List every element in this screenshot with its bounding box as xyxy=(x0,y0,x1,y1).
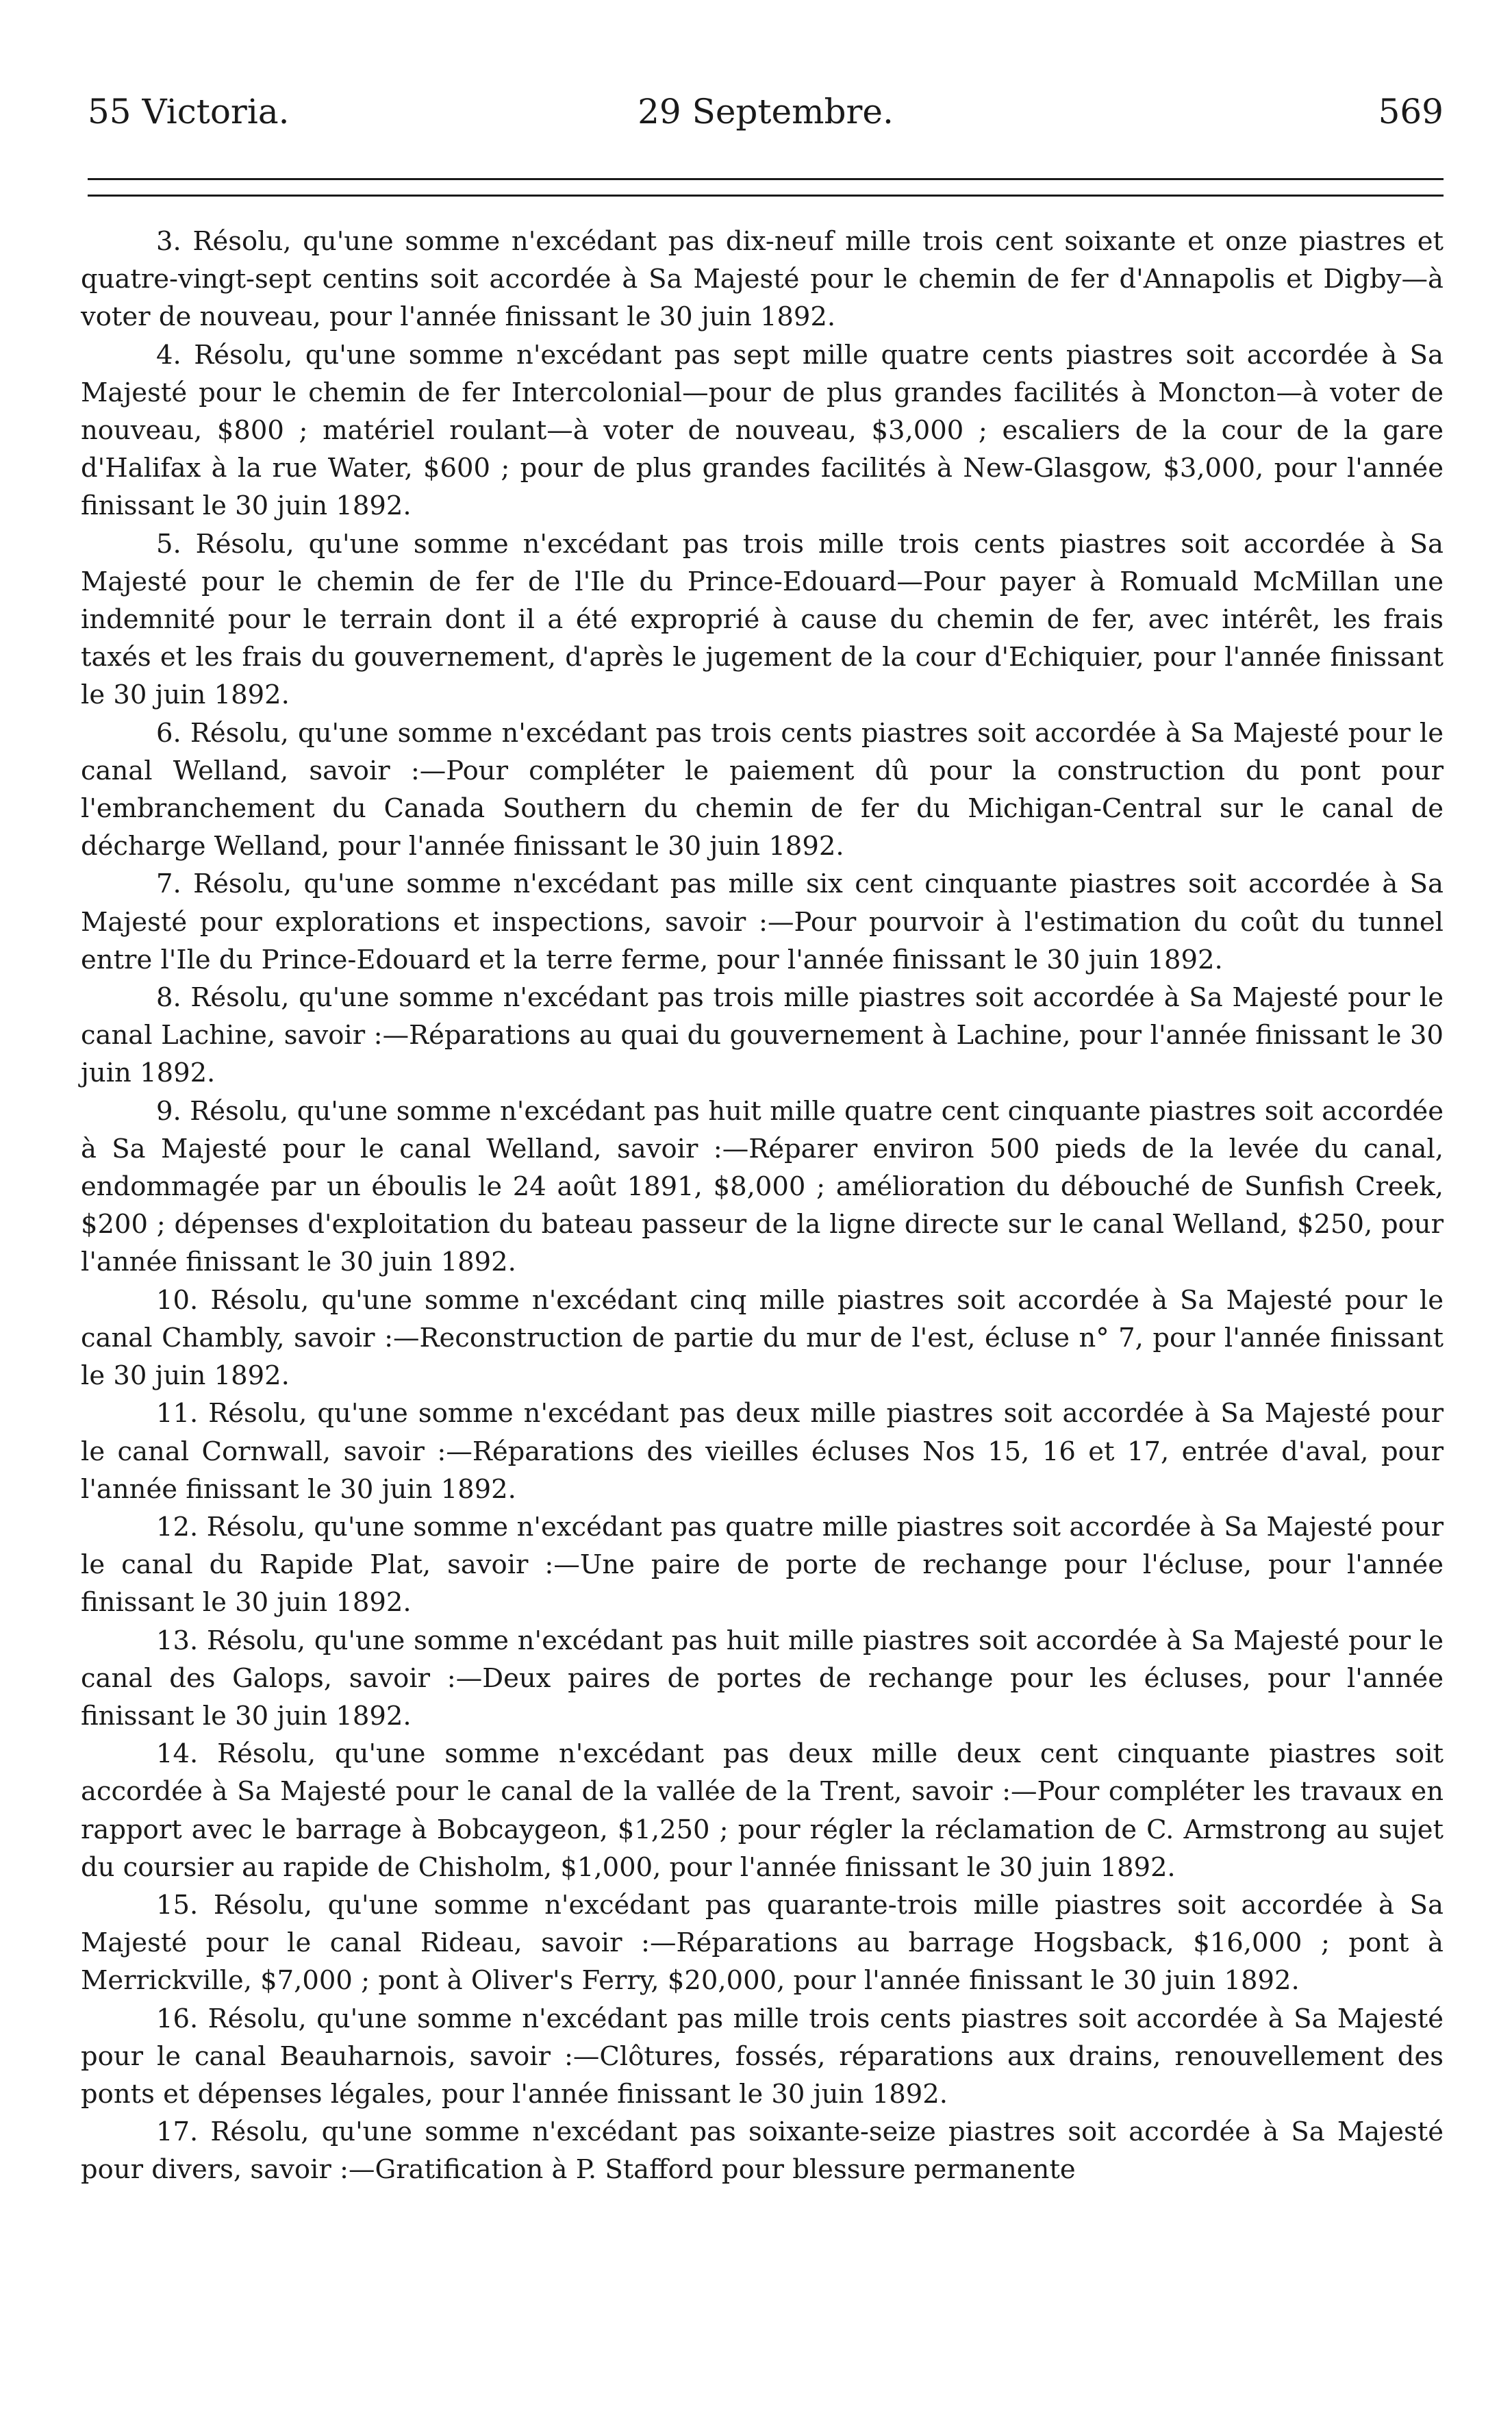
header-regnal-year: 55 Victoria. xyxy=(88,92,290,132)
resolution-3: 3. Résolu, qu'une somme n'excédant pas dix-neuf mille trois cent soixante et onze piastres et quatre-vingt-sept centins soit accordée à Sa Majesté pour le chemin de fer d'Annapolis et Digby—à voter de nouveau, pour l'année finissant le 30 juin 1892. xyxy=(81,226,1444,333)
resolution-6: 6. Résolu, qu'une somme n'excédant pas trois cents piastres soit accordée à Sa Majesté pour le canal Welland, savoir :—Pour compléter le paiement dû pour la construction du pont pour l'embranchement du Canada Southern du chemin de fer du Michigan-Central sur le canal de décharge Welland, pour l'année finissant le 30 juin 1892. xyxy=(81,717,1444,862)
resolution-15: 15. Résolu, qu'une somme n'excédant pas quarante-trois mille piastres soit accordée à Sa Majesté pour le canal Rideau, savoir :—Réparations au barrage Hogsback, $16,000 ; pont à Merrickville, $7,000 ; pont à Oliver's Ferry, $20,000, pour l'année finissant le 30 juin 1892. xyxy=(81,1889,1444,1997)
resolution-13: 13. Résolu, qu'une somme n'excédant pas huit mille piastres soit accordée à Sa Majesté pour le canal des Galops, savoir :—Deux paires de portes de rechange pour les écluses, pour l'année finissant le 30 juin 1892. xyxy=(81,1625,1444,1732)
resolution-14: 14. Résolu, qu'une somme n'excédant pas deux mille deux cent cinquante piastres soit accordée à Sa Majesté pour le canal de la vallée de la Trent, savoir :—Pour compléter les travaux en rapport avec le barrage à Bobcaygeon, $1,250 ; pour régler la réclamation de C. Armstrong au sujet du coursier au rapide de Chisholm, $1,000, pour l'année finissant le 30 juin 1892. xyxy=(81,1738,1444,1883)
page-number: 569 xyxy=(1378,92,1444,132)
resolution-7: 7. Résolu, qu'une somme n'excédant pas mille six cent cinquante piastres soit accordée à Sa Majesté pour explorations et inspections, savoir :—Pour pourvoir à l'estimation du coût du tunnel entre l'Ile du Prince-Edouard et la terre ferme, pour l'année finissant le 30 juin 1892. xyxy=(81,869,1444,975)
resolution-12: 12. Résolu, qu'une somme n'excédant pas quatre mille piastres soit accordée à Sa Majesté pour le canal du Rapide Plat, savoir :—Une paire de porte de rechange pour l'écluse, pour l'année finissant le 30 juin 1892. xyxy=(81,1511,1444,1619)
header-rule-top xyxy=(88,178,1444,180)
resolution-17: 17. Résolu, qu'une somme n'excédant pas soixante-seize piastres soit accordée à Sa Majesté pour divers, savoir :—Gratification à P. Stafford pour blessure permanente xyxy=(81,2116,1444,2186)
resolution-16: 16. Résolu, qu'une somme n'excédant pas mille trois cents piastres soit accordée à Sa Majesté pour le canal Beauharnois, savoir :—Clôtures, fossés, réparations aux drains, renouvellement des ponts et dépenses légales, pour l'année finissant le 30 juin 1892. xyxy=(81,2003,1444,2110)
resolution-8: 8. Résolu, qu'une somme n'excédant pas trois mille piastres soit accordée à Sa Majesté pour le canal Lachine, savoir :—Réparations au quai du gouvernement à Lachine, pour l'année finissant le 30 juin 1892. xyxy=(81,982,1444,1089)
header-rule-bottom xyxy=(88,195,1444,197)
resolution-9: 9. Résolu, qu'une somme n'excédant pas huit mille quatre cent cinquante piastres soit accordée à Sa Majesté pour le canal Welland, savoir :—Réparer environ 500 pieds de la levée du canal, endommagée par un éboulis le 24 août 1891, $8,000 ; amélioration du débouché de Sunfish Creek, $200 ; dépenses d'exploitation du bateau passeur de la ligne directe sur le canal Welland, $250, pour l'année finissant le 30 juin 1892. xyxy=(81,1095,1444,1278)
header-date: 29 Septembre. xyxy=(638,92,894,132)
resolution-11: 11. Résolu, qu'une somme n'excédant pas deux mille piastres soit accordée à Sa Majesté pour le canal Cornwall, savoir :—Réparations des vieilles écluses Nos 15, 16 et 17, entrée d'aval, pour l'année finissant le 30 juin 1892. xyxy=(81,1398,1444,1505)
resolution-4: 4. Résolu, qu'une somme n'excédant pas sept mille quatre cents piastres soit accordée à Sa Majesté pour le chemin de fer Intercolonial—pour de plus grandes facilités à Moncton—à voter de nouveau, $800 ; matériel roulant—à voter de nouveau, $3,000 ; escaliers de la cour de la gare d'Halifax à la rue Water, $600 ; pour de plus grandes facilités à New-Glasgow, $3,000, pour l'année finissant le 30 juin 1892. xyxy=(81,339,1444,522)
page-header xyxy=(88,88,1444,136)
resolution-5: 5. Résolu, qu'une somme n'excédant pas trois mille trois cents piastres soit accordée à Sa Majesté pour le chemin de fer de l'Ile du Prince-Edouard—Pour payer à Romuald McMillan une indemnité pour le terrain dont il a été exproprié à cause du chemin de fer, avec intérêt, les frais taxés et les frais du gouvernement, d'après le jugement de la cour d'Echiquier, pour l'année finissant le 30 juin 1892. xyxy=(81,528,1444,711)
resolutions-text xyxy=(81,223,1444,2189)
resolution-10: 10. Résolu, qu'une somme n'excédant cinq mille piastres soit accordée à Sa Majesté pour le canal Chambly, savoir :—Reconstruction de partie du mur de l'est, écluse n° 7, pour l'année finissant le 30 juin 1892. xyxy=(81,1284,1444,1392)
